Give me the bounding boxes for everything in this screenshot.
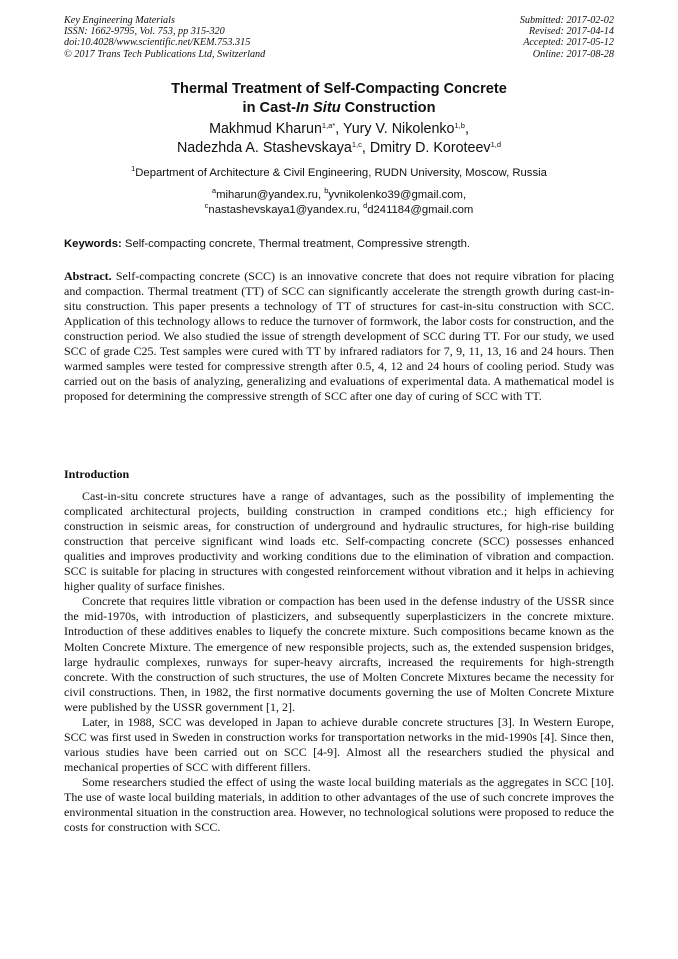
online-date: Online: 2017-08-28 — [532, 48, 614, 60]
aff-sup: 1 — [131, 164, 136, 173]
email-link[interactable]: yvnikolenko39@gmail.com — [328, 189, 463, 201]
title-line-1: Thermal Treatment of Self-Compacting Concrete — [171, 81, 507, 97]
revised-date: Revised: 2017-04-14 — [528, 26, 614, 38]
paragraph: Later, in 1988, SCC was developed in Japan to achieve durable concrete structures [3]. In Western Europe, SCC was first used in Sweden in construction works for transportation networks in the mid-1990s [4]. Since then, various studies have been carried out on SCC [4-9]. Almost all the researchers studied the physical and mechanical properties of SCC with different fillers. — [64, 714, 614, 774]
email-sup: c — [204, 201, 209, 210]
paragraph: Cast-in-situ concrete structures have a range of advantages, such as the possibility of implementing the complicated architectural projects, building construction in cramped conditions etc.; high efficiency for construction in seismic areas, for construction of underground and hydraulic structures, for high-rise building construction that perceive significant wind loads etc. Self-compacting concrete (SCC) possesses enhanced qualities and improves productivity and working conditions due to the elimination of vibration and compaction. SCC is suitable for placing in structures with congested reinforcement without vibration and it helps in achieving higher quality of surface finishes. — [64, 489, 614, 594]
doi[interactable]: doi:10.4028/www.scientific.net/KEM.753.315 — [64, 37, 251, 49]
emails: $^a$miharun@yandex.ru, $^b$yvnikolenko39@gmail.com, $^c$nastashevskaya1@yandex.ru, $^d$d241184@gmail.com — [204, 186, 474, 216]
aff-text: Department of Architecture & Civil Engineering, RUDN University, Moscow, Russia — [135, 167, 547, 179]
author-name: Dmitry D. Koroteev — [369, 140, 491, 156]
accepted-date: Accepted: 2017-05-12 — [523, 37, 614, 49]
journal-name: Key Engineering Materials — [64, 15, 175, 26]
journal-info — [64, 15, 265, 60]
author-name: Makhmud Kharun — [209, 121, 322, 137]
author-name: Yury V. Nikolenko — [342, 121, 455, 137]
author-sup: 1,d — [490, 140, 502, 149]
title-italic: In Situ — [296, 100, 341, 116]
introduction-section — [64, 467, 614, 835]
author-name: Nadezhda A. Stashevskaya — [176, 140, 352, 156]
email-link[interactable]: d241184@gmail.com — [367, 204, 474, 216]
issn: ISSN: 1662-9795, Vol. 753, pp 315-320 — [64, 26, 225, 38]
abstract — [64, 269, 614, 404]
copyright: © 2017 Trans Tech Publications Ltd, Switzerland — [64, 48, 266, 60]
affiliation — [0, 164, 678, 179]
title-part: Construction — [340, 100, 436, 116]
authors: Makhmud Kharun$^{1,a*}$, Yury V. Nikolenko$^{1,b}$, Nadezhda A. Stashevskaya$^{1,c}$, Dmitry D. Koroteev$^{1,d}$ — [176, 121, 502, 156]
abstract-label: Abstract. — [64, 269, 112, 283]
keywords — [64, 238, 470, 250]
title-part: in Cast- — [242, 100, 297, 116]
email-sup: a — [211, 186, 217, 195]
email-sup: d — [363, 201, 368, 210]
abstract-text: Self-compacting concrete (SCC) is an innovative concrete that does not require vibration for placing and compaction. Thermal treatment (TT) of SCC can significantly accelerate the strength growth during cast-in-situ construction. This paper presents a technology of TT of structures for cast-in-situ construction with SCC. Application of this technology allows to reduce the turnover of formwork, the labor costs for construction, and the construction period. We also studied the issue of strength development of SCC during TT. For our study, we used SCC of grade C25. Test samples were cured with TT by infrared radiators for 7, 9, 11, 13, 16 and 24 hours. Then warmed samples were tested for compressive strength after 0.5, 4, 12 and 24 hours of cooling period. Study was carried out on the basis of analyzing, generalizing and evaluations of experimental data. A mathematical model is proposed for determining the compressive strength of SCC after one day of curing of SCC with TT. — [64, 269, 614, 404]
email-link[interactable]: miharun@yandex.ru — [216, 189, 318, 201]
email-link[interactable]: nastashevskaya1@yandex.ru — [208, 204, 357, 216]
email-sup: b — [324, 186, 329, 195]
paragraph: Some researchers studied the effect of using the waste local building materials as the aggregates in SCC [10]. The use of waste local building materials, in addition to other advantages of the use of such concrete improves the environmental situation in the construction area. However, no technological solutions were proposed to reduce the costs for construction with SCC. — [64, 774, 614, 835]
author-sup: 1,b — [454, 121, 465, 130]
paragraph: Concrete that requires little vibration or compaction has been used in the defense industry of the USSR since the mid-1970s, with introduction of plasticizers, and subsequently superplasticizers in the concrete mixture. Introduction of these additives enables to liquefy the concrete mixture. Such compositions became known as the Molten Concrete Mixture. The emergence of new responsible projects, such as, the extended suspension bridges, large hydraulic complexes, runways for super-heavy aircrafts, increased the requirements for high-strength concrete. With the construction of such structures, the use of Molten Concrete Mixtures became the necessity for civil constructions. Then, in 1982, the first normative documents governing the use of Molten Concrete Mixture were published by the USSR government [1, 2]. — [64, 594, 614, 714]
title-line-2 — [0, 99, 678, 118]
section-heading: Introduction — [64, 467, 130, 481]
dates-info — [520, 15, 614, 60]
keywords-text: Self-compacting concrete, Thermal treatment, Compressive strength. — [121, 238, 471, 250]
author-sup: 1,c — [351, 140, 362, 149]
keywords-label: Keywords: — [64, 238, 122, 250]
paper-title — [0, 80, 678, 118]
submitted-date: Submitted: 2017-02-02 — [519, 15, 614, 26]
author-sup: 1,a* — [321, 121, 336, 130]
